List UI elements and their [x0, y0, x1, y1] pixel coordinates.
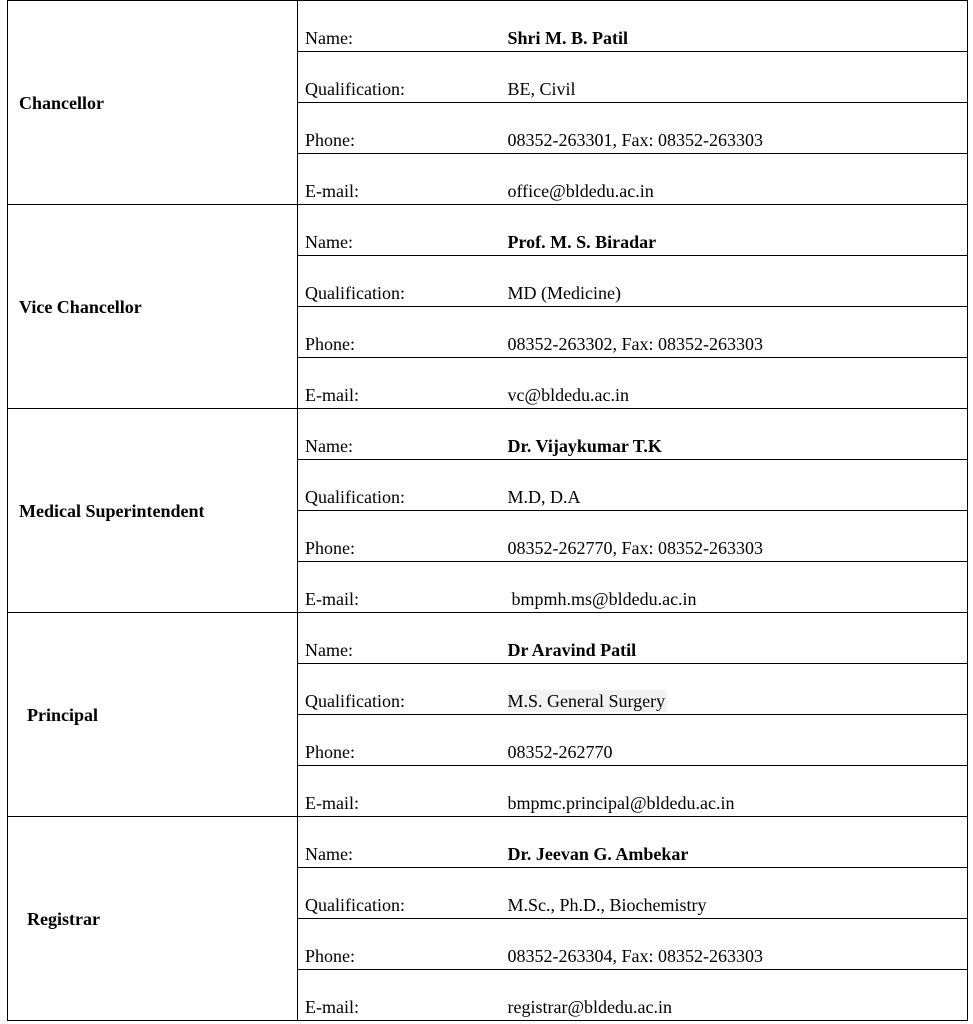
- name-value: [498, 613, 968, 664]
- name-value: [498, 1, 968, 52]
- table-row: [8, 613, 968, 664]
- phone-value: 08352-263304, Fax: 08352-263303: [498, 919, 968, 970]
- name-value: [498, 817, 968, 868]
- name-label: Name:: [298, 1, 498, 52]
- role-cell: Medical Superintendent: [8, 409, 298, 613]
- qualification-label: Qualification:: [298, 52, 498, 103]
- official-name: Dr Aravind Patil: [507, 640, 637, 660]
- role-cell: Principal: [8, 613, 298, 817]
- email-value: office@bldedu.ac.in: [498, 154, 968, 205]
- name-label: Name:: [298, 613, 498, 664]
- email-value: vc@bldedu.ac.in: [498, 358, 968, 409]
- table-row: [8, 205, 968, 256]
- qualification-text: M.S. General Surgery: [507, 691, 666, 711]
- table-row: [8, 409, 968, 460]
- qualification-value: [498, 664, 968, 715]
- name-value: [498, 205, 968, 256]
- qualification-value: M.Sc., Ph.D., Biochemistry: [498, 868, 968, 919]
- email-value: registrar@bldedu.ac.in: [498, 970, 968, 1021]
- email-label: E-mail:: [298, 562, 498, 613]
- role-cell: Chancellor: [8, 1, 298, 205]
- qualification-label: Qualification:: [298, 256, 498, 307]
- name-value: [498, 409, 968, 460]
- email-label: E-mail:: [298, 766, 498, 817]
- phone-value: 08352-263301, Fax: 08352-263303: [498, 103, 968, 154]
- email-value: bmpmc.principal@bldedu.ac.in: [498, 766, 968, 817]
- role-cell: Vice Chancellor: [8, 205, 298, 409]
- email-label: E-mail:: [298, 970, 498, 1021]
- official-name: Prof. M. S. Biradar: [507, 232, 657, 252]
- officials-table: [7, 0, 968, 1021]
- phone-label: Phone:: [298, 103, 498, 154]
- email-text: bmpmh.ms@bldedu.ac.in: [511, 589, 697, 609]
- email-label: E-mail:: [298, 154, 498, 205]
- name-label: Name:: [298, 817, 498, 868]
- qualification-label: Qualification:: [298, 664, 498, 715]
- phone-value: 08352-262770: [498, 715, 968, 766]
- official-name: Dr. Vijaykumar T.K: [507, 436, 662, 456]
- phone-label: Phone:: [298, 307, 498, 358]
- qualification-label: Qualification:: [298, 460, 498, 511]
- qualification-label: Qualification:: [298, 868, 498, 919]
- phone-label: Phone:: [298, 715, 498, 766]
- phone-value: 08352-263302, Fax: 08352-263303: [498, 307, 968, 358]
- table-row: [8, 817, 968, 868]
- email-label: E-mail:: [298, 358, 498, 409]
- qualification-value: BE, Civil: [498, 52, 968, 103]
- table-row: [8, 1, 968, 52]
- qualification-value: MD (Medicine): [498, 256, 968, 307]
- phone-label: Phone:: [298, 511, 498, 562]
- phone-value: 08352-262770, Fax: 08352-263303: [498, 511, 968, 562]
- role-cell: Registrar: [8, 817, 298, 1021]
- email-value: [498, 562, 968, 613]
- qualification-value: M.D, D.A: [498, 460, 968, 511]
- phone-label: Phone:: [298, 919, 498, 970]
- name-label: Name:: [298, 205, 498, 256]
- official-name: Dr. Jeevan G. Ambekar: [507, 844, 689, 864]
- official-name: Shri M. B. Patil: [507, 28, 628, 48]
- name-label: Name:: [298, 409, 498, 460]
